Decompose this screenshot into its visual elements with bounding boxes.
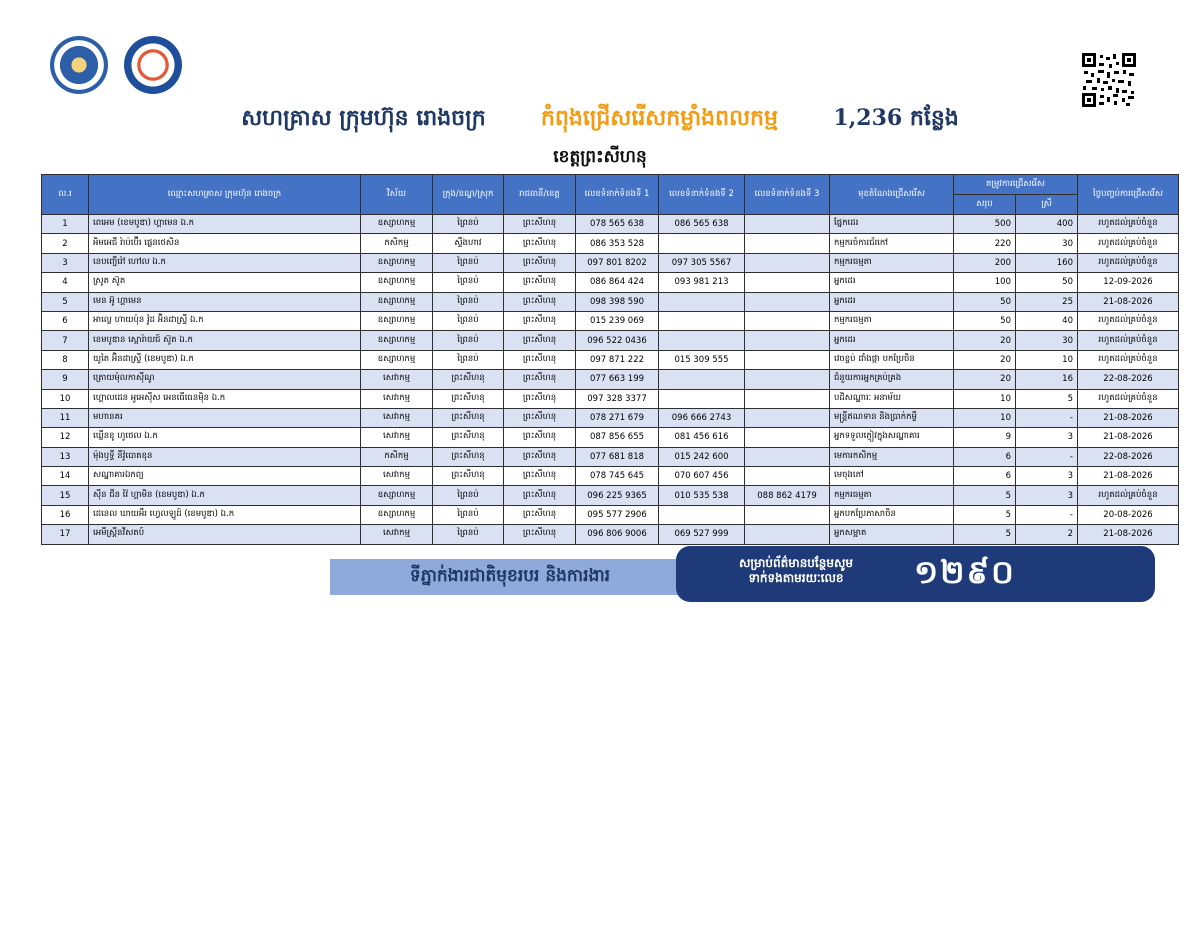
cell-sector: សេវាកម្ម bbox=[361, 525, 433, 544]
title-part1: សហគ្រាស ក្រុមហ៊ុន រោងចក្រ bbox=[241, 105, 486, 131]
cell-sector: ឧស្សាហកម្ម bbox=[361, 505, 433, 524]
cell-deadline: រហូតដល់គ្រប់ចំនួន bbox=[1078, 331, 1179, 350]
cell-female: 5 bbox=[1016, 389, 1078, 408]
cell-province: ព្រះសីហនុ bbox=[504, 428, 576, 447]
cell-p2 bbox=[659, 234, 745, 253]
cell-position: មេចុងភៅ bbox=[830, 467, 954, 486]
cell-deadline: 22-08-2026 bbox=[1078, 447, 1179, 466]
cell-province: ព្រះសីហនុ bbox=[504, 389, 576, 408]
cell-province: ព្រះសីហនុ bbox=[504, 253, 576, 272]
cell-deadline: រហូតដល់គ្រប់ចំនួន bbox=[1078, 253, 1179, 272]
cell-province: ព្រះសីហនុ bbox=[504, 292, 576, 311]
table-row bbox=[42, 292, 1179, 311]
cell-province: ព្រះសីហនុ bbox=[504, 408, 576, 427]
cell-sector: ឧស្សាហកម្ម bbox=[361, 486, 433, 505]
cell-p2: 093 981 213 bbox=[659, 273, 745, 292]
header-position: មុខតំណែងជ្រើសរើស bbox=[830, 175, 954, 215]
cell-no: 12 bbox=[42, 428, 89, 447]
cell-province: ព្រះសីហនុ bbox=[504, 467, 576, 486]
cell-position: បដិសណ្ឋារៈ អនាម័យ bbox=[830, 389, 954, 408]
cell-p2: 015 242 600 bbox=[659, 447, 745, 466]
cell-no: 9 bbox=[42, 370, 89, 389]
cell-no: 3 bbox=[42, 253, 89, 272]
cell-district: ព្រះសីហនុ bbox=[433, 467, 504, 486]
cell-total: 100 bbox=[954, 273, 1016, 292]
province-subtitle: ខេត្តព្រះសីហនុ bbox=[553, 147, 647, 167]
cell-total: 20 bbox=[954, 350, 1016, 369]
table-row bbox=[42, 234, 1179, 253]
cell-p3 bbox=[745, 447, 830, 466]
cell-district: ព្រៃនប់ bbox=[433, 253, 504, 272]
cell-position: អ្នកទទួលភ្ញៀវក្នុងសណ្ឋាគារ bbox=[830, 428, 954, 447]
cell-sector: ឧស្សាហកម្ម bbox=[361, 273, 433, 292]
header-phone2: លេខទំនាក់ទំនងទី 2 bbox=[659, 175, 745, 215]
cell-no: 10 bbox=[42, 389, 89, 408]
cell-district: ព្រៃនប់ bbox=[433, 331, 504, 350]
cell-female: 25 bbox=[1016, 292, 1078, 311]
cell-province: ព្រះសីហនុ bbox=[504, 370, 576, 389]
cell-p3 bbox=[745, 331, 830, 350]
cell-sector: កសិកម្ម bbox=[361, 447, 433, 466]
cell-deadline: រហូតដល់គ្រប់ចំនួន bbox=[1078, 234, 1179, 253]
cell-deadline: រហូតដល់គ្រប់ចំនួន bbox=[1078, 486, 1179, 505]
cell-position: វេចខ្ចប់ ដាំងផ្កា បកប្រែចិន bbox=[830, 350, 954, 369]
cell-total: 20 bbox=[954, 331, 1016, 350]
cell-province: ព្រះសីហនុ bbox=[504, 273, 576, 292]
cell-p1: 078 565 638 bbox=[576, 215, 659, 234]
hotline-label-line2: ទាក់ទងតាមរយៈលេខ bbox=[748, 571, 844, 585]
cell-name: នេបញ្ជើរ៉ៅ ហៅល ឯ.ក bbox=[89, 253, 361, 272]
cell-deadline: 22-08-2026 bbox=[1078, 370, 1179, 389]
cell-p3 bbox=[745, 408, 830, 427]
cell-sector: សេវាកម្ម bbox=[361, 389, 433, 408]
cell-district: ព្រៃនប់ bbox=[433, 215, 504, 234]
cell-province: ព្រះសីហនុ bbox=[504, 505, 576, 524]
agency-logo bbox=[124, 36, 182, 94]
cell-female: 3 bbox=[1016, 486, 1078, 505]
cell-no: 4 bbox=[42, 273, 89, 292]
cell-sector: សេវាកម្ម bbox=[361, 370, 433, 389]
header-deadline: ថ្ងៃបញ្ចប់ការជ្រើសរើស bbox=[1078, 175, 1179, 215]
cell-total: 220 bbox=[954, 234, 1016, 253]
cell-p1: 096 806 9006 bbox=[576, 525, 659, 544]
cell-p2 bbox=[659, 370, 745, 389]
cell-p1: 097 801 8202 bbox=[576, 253, 659, 272]
cell-p3 bbox=[745, 292, 830, 311]
cell-female: 160 bbox=[1016, 253, 1078, 272]
cell-name: ខេមបូឌាន ស្ពោរ៉ាយជ៍ ស៊ូត ឯ.ក bbox=[89, 331, 361, 350]
cell-sector: កសិកម្ម bbox=[361, 234, 433, 253]
cell-female: 400 bbox=[1016, 215, 1078, 234]
table-row bbox=[42, 486, 1179, 505]
cell-deadline: 20-08-2026 bbox=[1078, 505, 1179, 524]
cell-district: ព្រៃនប់ bbox=[433, 350, 504, 369]
cell-deadline: រហូតដល់គ្រប់ចំនួន bbox=[1078, 215, 1179, 234]
cell-sector: ឧស្សាហកម្ម bbox=[361, 253, 433, 272]
cell-female: - bbox=[1016, 447, 1078, 466]
cell-name: អេមីស្ត្រីនវីសតប៍ bbox=[89, 525, 361, 544]
cell-p3 bbox=[745, 467, 830, 486]
cell-p3 bbox=[745, 215, 830, 234]
cell-deadline: 21-08-2026 bbox=[1078, 408, 1179, 427]
cell-position: អ្នកបកប្រែភាសាចិន bbox=[830, 505, 954, 524]
cell-no: 1 bbox=[42, 215, 89, 234]
cell-female: 3 bbox=[1016, 428, 1078, 447]
cell-position: អ្នកដេរ bbox=[830, 292, 954, 311]
cell-province: ព្រះសីហនុ bbox=[504, 350, 576, 369]
cell-female: - bbox=[1016, 408, 1078, 427]
table-row bbox=[42, 447, 1179, 466]
cell-name: អិមអេជី រ៉ាប់ប៊ើរ ផ្លេនថេសិន bbox=[89, 234, 361, 253]
cell-deadline: 21-08-2026 bbox=[1078, 428, 1179, 447]
cell-province: ព្រះសីហនុ bbox=[504, 331, 576, 350]
cell-position: ផ្នែកដេរ bbox=[830, 215, 954, 234]
cell-p2: 015 309 555 bbox=[659, 350, 745, 369]
cell-total: 10 bbox=[954, 389, 1016, 408]
cell-district: ព្រះសីហនុ bbox=[433, 408, 504, 427]
table-row bbox=[42, 253, 1179, 272]
cell-p2: 069 527 999 bbox=[659, 525, 745, 544]
cell-name: ពេអេម (ខេមបូឌា) ហ្គាមេន ឯ.ក bbox=[89, 215, 361, 234]
cell-p3 bbox=[745, 505, 830, 524]
agency-banner bbox=[330, 559, 690, 595]
cell-p1: 096 522 0436 bbox=[576, 331, 659, 350]
cell-p1: 087 856 655 bbox=[576, 428, 659, 447]
cell-deadline: 21-08-2026 bbox=[1078, 292, 1179, 311]
table-row bbox=[42, 331, 1179, 350]
cell-p1: 097 328 3377 bbox=[576, 389, 659, 408]
header-phone1: លេខទំនាក់ទំនងទី 1 bbox=[576, 175, 659, 215]
cell-total: 50 bbox=[954, 292, 1016, 311]
cell-position: កម្មករធម្មតា bbox=[830, 486, 954, 505]
cell-p1: 096 225 9365 bbox=[576, 486, 659, 505]
cell-sector: សេវាកម្ម bbox=[361, 467, 433, 486]
cell-district: ព្រៃនប់ bbox=[433, 273, 504, 292]
cell-name: ស៊ីន ជីន វ៉ៃ ហ្គាមិន (ខេមបូឌា) ឯ.ក bbox=[89, 486, 361, 505]
table-row bbox=[42, 273, 1179, 292]
cell-total: 9 bbox=[954, 428, 1016, 447]
cell-total: 20 bbox=[954, 370, 1016, 389]
cell-total: 50 bbox=[954, 311, 1016, 330]
table-row bbox=[42, 408, 1179, 427]
table-row bbox=[42, 389, 1179, 408]
qr-code bbox=[1081, 52, 1137, 108]
cell-position: ជំនួយការអ្នកគ្រប់គ្រង bbox=[830, 370, 954, 389]
cell-position: កម្មករធម្មតា bbox=[830, 311, 954, 330]
cell-p2 bbox=[659, 311, 745, 330]
cell-p1: 077 681 818 bbox=[576, 447, 659, 466]
cell-sector: ឧស្សាហកម្ម bbox=[361, 292, 433, 311]
cell-name: ឃ្លើនខូ ហូថេល ឯ.ក bbox=[89, 428, 361, 447]
cell-deadline: រហូតដល់គ្រប់ចំនួន bbox=[1078, 350, 1179, 369]
cell-p1: 098 398 590 bbox=[576, 292, 659, 311]
cell-p1: 015 239 069 bbox=[576, 311, 659, 330]
ministry-logo bbox=[50, 36, 108, 94]
cell-sector: ឧស្សាហកម្ម bbox=[361, 331, 433, 350]
cell-p2 bbox=[659, 505, 745, 524]
cell-no: 8 bbox=[42, 350, 89, 369]
cell-female: 40 bbox=[1016, 311, 1078, 330]
jobs-table bbox=[41, 174, 1179, 545]
cell-no: 5 bbox=[42, 292, 89, 311]
cell-no: 15 bbox=[42, 486, 89, 505]
cell-p3 bbox=[745, 311, 830, 330]
cell-p1: 086 864 424 bbox=[576, 273, 659, 292]
cell-name: អាល្លេ ហាយប៉ុន វ៉ូដ អ៊ិនដាស្ទ្រី ឯ.ក bbox=[89, 311, 361, 330]
cell-position: មន្ត្រីឥណទាន និងប្រាក់កម្ចី bbox=[830, 408, 954, 427]
cell-total: 5 bbox=[954, 505, 1016, 524]
cell-sector: ឧស្សាហកម្ម bbox=[361, 215, 433, 234]
cell-position: កម្មករចំការជ័រកៅ bbox=[830, 234, 954, 253]
cell-female: 3 bbox=[1016, 467, 1078, 486]
cell-deadline: 21-08-2026 bbox=[1078, 467, 1179, 486]
cell-p1: 086 353 528 bbox=[576, 234, 659, 253]
cell-no: 16 bbox=[42, 505, 89, 524]
cell-name: យូតៃ អ៊ិនដាស្ទ្រី (ខេមបូឌា) ឯ.ក bbox=[89, 350, 361, 369]
cell-deadline: រហូតដល់គ្រប់ចំនួន bbox=[1078, 389, 1179, 408]
cell-p2: 081 456 616 bbox=[659, 428, 745, 447]
cell-p3 bbox=[745, 273, 830, 292]
cell-p3 bbox=[745, 253, 830, 272]
cell-name: មហានគរ bbox=[89, 408, 361, 427]
cell-position: អ្នកដេរ bbox=[830, 273, 954, 292]
cell-name: ត្រោយម៉ុលកាស៊ីណូ bbox=[89, 370, 361, 389]
hotline-number: ១២៩០ bbox=[914, 553, 1016, 591]
cell-p2: 010 535 538 bbox=[659, 486, 745, 505]
table-row bbox=[42, 505, 1179, 524]
cell-p2: 086 565 638 bbox=[659, 215, 745, 234]
title-part2: កំពុងជ្រើសរើសកម្លាំងពលកម្ម bbox=[541, 105, 778, 131]
cell-district: ព្រៃនប់ bbox=[433, 292, 504, 311]
cell-total: 6 bbox=[954, 447, 1016, 466]
cell-name: មេន អ៊ូ ហ្គាមេន bbox=[89, 292, 361, 311]
cell-total: 6 bbox=[954, 467, 1016, 486]
cell-position: មេការកសិកម្ម bbox=[830, 447, 954, 466]
cell-deadline: 21-08-2026 bbox=[1078, 525, 1179, 544]
cell-p2: 096 666 2743 bbox=[659, 408, 745, 427]
cell-no: 17 bbox=[42, 525, 89, 544]
cell-p3: 088 862 4179 bbox=[745, 486, 830, 505]
cell-p2 bbox=[659, 292, 745, 311]
cell-p3 bbox=[745, 350, 830, 369]
cell-no: 6 bbox=[42, 311, 89, 330]
cell-p1: 078 271 679 bbox=[576, 408, 659, 427]
cell-p3 bbox=[745, 389, 830, 408]
cell-female: 30 bbox=[1016, 331, 1078, 350]
cell-sector: សេវាកម្ម bbox=[361, 428, 433, 447]
header-female: ស្រី bbox=[1016, 195, 1078, 215]
cell-female: 30 bbox=[1016, 234, 1078, 253]
header-total: សរុប bbox=[954, 195, 1016, 215]
cell-district: ព្រះសីហនុ bbox=[433, 370, 504, 389]
hotline-label bbox=[716, 556, 876, 586]
cell-female: - bbox=[1016, 505, 1078, 524]
header-phone3: លេខទំនាក់ទំនងទី 3 bbox=[745, 175, 830, 215]
cell-female: 16 bbox=[1016, 370, 1078, 389]
header-district: ក្រុង/ខណ្ឌ/ស្រុក bbox=[433, 175, 504, 215]
cell-sector: ឧស្សាហកម្ម bbox=[361, 350, 433, 369]
cell-name: សណ្ឋាគារឯកព្យ bbox=[89, 467, 361, 486]
cell-district: ស្ទឹងហាវ bbox=[433, 234, 504, 253]
header-name: ឈ្មោះសហគ្រាស ក្រុមហ៊ុន រោងចក្រ bbox=[89, 175, 361, 215]
cell-province: ព្រះសីហនុ bbox=[504, 215, 576, 234]
cell-district: ព្រៃនប់ bbox=[433, 311, 504, 330]
cell-district: ព្រៃនប់ bbox=[433, 525, 504, 544]
cell-p1: 078 745 645 bbox=[576, 467, 659, 486]
cell-district: ព្រះសីហនុ bbox=[433, 428, 504, 447]
cell-position: កម្មករធម្មតា bbox=[830, 253, 954, 272]
cell-no: 13 bbox=[42, 447, 89, 466]
cell-total: 10 bbox=[954, 408, 1016, 427]
table-row bbox=[42, 311, 1179, 330]
cell-name: ហ្គោលដេន អូអេស៊ីស អេនធើធេនម៉ិន ឯ.ក bbox=[89, 389, 361, 408]
cell-district: ព្រះសីហនុ bbox=[433, 389, 504, 408]
table-row bbox=[42, 428, 1179, 447]
cell-p2: 097 305 5567 bbox=[659, 253, 745, 272]
cell-name: ដេនេល ឃាយអឹរ ហ្វេលឡូដ៍ (ខេមបូឌា) ឯ.ក bbox=[89, 505, 361, 524]
agency-name: ទីភ្នាក់ងារជាតិមុខរបរ និងការងារ bbox=[409, 565, 611, 586]
cell-district: ព្រៃនប់ bbox=[433, 505, 504, 524]
cell-province: ព្រះសីហនុ bbox=[504, 525, 576, 544]
cell-female: 10 bbox=[1016, 350, 1078, 369]
cell-p1: 095 577 2906 bbox=[576, 505, 659, 524]
cell-p2: 070 607 456 bbox=[659, 467, 745, 486]
cell-deadline: រហូតដល់គ្រប់ចំនួន bbox=[1078, 311, 1179, 330]
page-title bbox=[0, 104, 1200, 140]
cell-total: 5 bbox=[954, 486, 1016, 505]
cell-province: ព្រះសីហនុ bbox=[504, 234, 576, 253]
cell-no: 11 bbox=[42, 408, 89, 427]
table-row bbox=[42, 525, 1179, 544]
table-row bbox=[42, 370, 1179, 389]
header-sector: វិស័យ bbox=[361, 175, 433, 215]
table-row bbox=[42, 350, 1179, 369]
cell-female: 2 bbox=[1016, 525, 1078, 544]
hotline-label-line1: សម្រាប់ព័ត៌មានបន្ថែមសូម bbox=[738, 556, 854, 570]
cell-province: ព្រះសីហនុ bbox=[504, 486, 576, 505]
cell-no: 2 bbox=[42, 234, 89, 253]
cell-total: 5 bbox=[954, 525, 1016, 544]
cell-district: ព្រៃនប់ bbox=[433, 486, 504, 505]
header-no: ល.រ bbox=[42, 175, 89, 215]
cell-sector: សេវាកម្ម bbox=[361, 408, 433, 427]
cell-p1: 097 871 222 bbox=[576, 350, 659, 369]
cell-p2 bbox=[659, 331, 745, 350]
title-count: 1,236 bbox=[833, 105, 903, 131]
table-row bbox=[42, 215, 1179, 234]
cell-p3 bbox=[745, 428, 830, 447]
cell-no: 14 bbox=[42, 467, 89, 486]
cell-province: ព្រះសីហនុ bbox=[504, 447, 576, 466]
cell-district: ព្រះសីហនុ bbox=[433, 447, 504, 466]
header-needed: តម្រូវការជ្រើសរើស bbox=[954, 175, 1078, 195]
cell-p3 bbox=[745, 370, 830, 389]
cell-p2 bbox=[659, 389, 745, 408]
cell-p1: 077 663 199 bbox=[576, 370, 659, 389]
table-row bbox=[42, 467, 1179, 486]
cell-name: ម៉ុងឫទ្ធី នីវ៉ូបោតខុន bbox=[89, 447, 361, 466]
cell-no: 7 bbox=[42, 331, 89, 350]
cell-position: អ្នកដេរ bbox=[830, 331, 954, 350]
cell-p3 bbox=[745, 234, 830, 253]
cell-position: អ្នកសម្អាត bbox=[830, 525, 954, 544]
hotline-banner bbox=[676, 546, 1155, 602]
cell-female: 50 bbox=[1016, 273, 1078, 292]
header-province: រាជធានី/ខេត្ត bbox=[504, 175, 576, 215]
title-unit: កន្លែង bbox=[909, 105, 959, 131]
cell-province: ព្រះសីហនុ bbox=[504, 311, 576, 330]
cell-p3 bbox=[745, 525, 830, 544]
cell-total: 500 bbox=[954, 215, 1016, 234]
cell-deadline: 12-09-2026 bbox=[1078, 273, 1179, 292]
cell-name: ស្រូត ស៊ូត bbox=[89, 273, 361, 292]
cell-sector: ឧស្សាហកម្ម bbox=[361, 311, 433, 330]
cell-total: 200 bbox=[954, 253, 1016, 272]
